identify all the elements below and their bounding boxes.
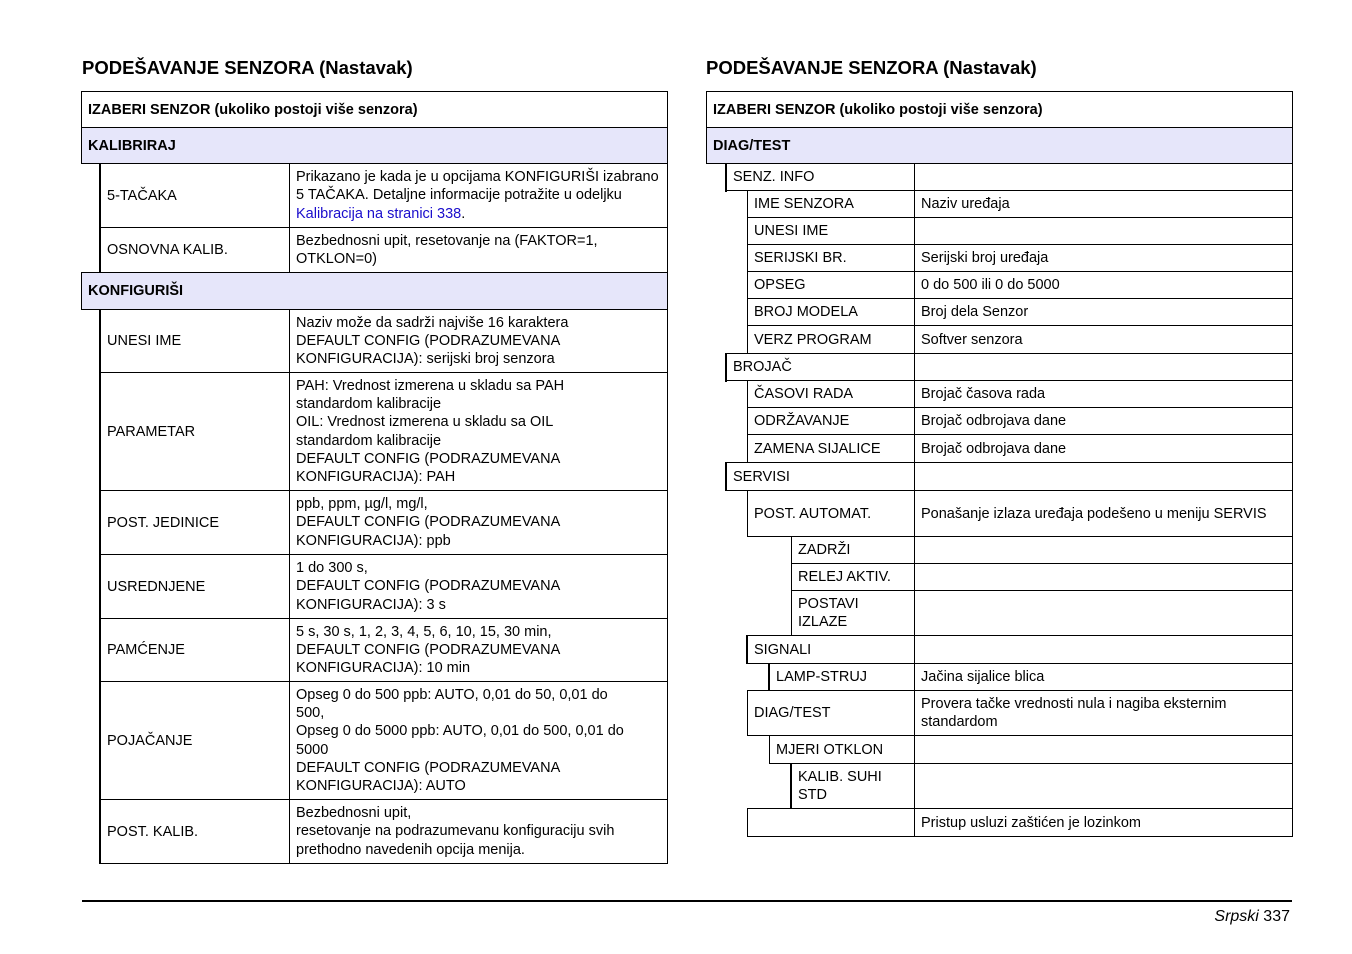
menu-desc-servisi (914, 462, 1293, 491)
menu-desc-signali (914, 635, 1293, 664)
menu-desc-parametar (289, 372, 668, 491)
menu-item-relej-aktiv: RELEJ AKTIV. (791, 563, 915, 591)
menu-item-postavi-izlaze: POSTAVI IZLAZE (791, 590, 915, 636)
indent-rule (746, 635, 748, 664)
menu-item-opseg: OPSEG (747, 271, 915, 299)
menu-item-casovi-rada: ČASOVI RADA (747, 380, 915, 408)
menu-item-post-kalib: POST. KALIB. (100, 799, 290, 864)
desc-line: resetovanje na podrazumevanu konfiguraciju svih (296, 823, 615, 840)
menu-item-password-note (747, 808, 915, 837)
menu-desc-verz-program: Softver senzora (914, 325, 1293, 354)
menu-item-post-jedinice: POST. JEDINICE (100, 490, 290, 555)
footer-language: Srpski (1214, 908, 1259, 925)
menu-desc-unesi-ime (289, 309, 668, 373)
desc-line: DEFAULT CONFIG (PODRAZUMEVANA (296, 578, 561, 595)
desc-line: KONFIGURACIJA): 10 min (296, 660, 471, 677)
menu-desc-kalib-suhi-std (914, 763, 1293, 809)
menu-item-mjeri-otklon: MJERI OTKLON (769, 735, 915, 764)
desc-line: DEFAULT CONFIG (PODRAZUMEVANA (296, 759, 561, 776)
desc-line: Bezbednosni upit, resetovanje na (FAKTOR=1, (296, 232, 598, 249)
menu-item-broj-modela: BROJ MODELA (747, 298, 915, 326)
menu-item-kalib-suhi-std: KALIB. SUHI STD (791, 763, 915, 809)
right-select-sensor-header: IZABERI SENZOR (ukoliko postoji više senzora) (706, 91, 1293, 128)
menu-desc-zadrzi (914, 536, 1293, 564)
menu-desc-post-kalib (289, 799, 668, 864)
menu-desc-zamena-sijalice: Brojač odbrojava dane (914, 434, 1293, 463)
desc-line: DEFAULT CONFIG (PODRAZUMEVANA (296, 332, 561, 349)
desc-line: DEFAULT CONFIG (PODRAZUMEVANA (296, 514, 561, 531)
menu-item-diag-test-sub: DIAG/TEST (747, 690, 915, 736)
desc-line: Naziv može da sadrži najviše 16 karaktera (296, 314, 569, 331)
desc-line: Bezbednosni upit, (296, 805, 412, 822)
menu-item-ime-senzora: IME SENZORA (747, 190, 915, 218)
footer-rule (82, 900, 1292, 902)
desc-line: standardom kalibracije (296, 396, 442, 413)
desc-line: DEFAULT CONFIG (PODRAZUMEVANA (296, 450, 561, 467)
menu-desc-5-tacaka (289, 163, 668, 228)
desc-line: KONFIGURACIJA): PAH (296, 468, 456, 485)
menu-desc-opseg: 0 do 500 ili 0 do 5000 (914, 271, 1293, 299)
page-footer (1214, 908, 1290, 926)
desc-line: OTKLON=0) (296, 251, 377, 267)
menu-item-5-tacaka: 5-TAČAKA (100, 163, 290, 228)
menu-desc-casovi-rada: Brojač časova rada (914, 380, 1293, 408)
desc-line: OIL: Vrednost izmerena u skladu sa OIL (296, 414, 554, 431)
menu-item-pamcenje: PAMĆENJE (100, 618, 290, 682)
menu-item-unesi-ime: UNESI IME (100, 309, 290, 373)
menu-desc-relej-aktiv (914, 563, 1293, 591)
desc-line: 5 s, 30 s, 1, 2, 3, 4, 5, 6, 10, 15, 30 min, (296, 623, 552, 640)
desc-line: 1 do 300 s, (296, 560, 368, 577)
menu-desc-post-jedinice (289, 490, 668, 555)
calibration-page-link[interactable]: Kalibracija na stranici 338 (296, 205, 462, 222)
menu-desc-brojac (914, 353, 1293, 381)
right-section-diag-test: DIAG/TEST (706, 127, 1293, 164)
left-section-kalibriraj: KALIBRIRAJ (81, 127, 668, 164)
menu-desc-diag-test-sub: Provera tačke vrednosti nula i nagiba eksternim standardom (914, 690, 1293, 736)
desc-line: DEFAULT CONFIG (PODRAZUMEVANA (296, 641, 561, 658)
desc-line: PAH: Vrednost izmerena u skladu sa PAH (296, 377, 565, 394)
indent-rule (790, 763, 792, 809)
desc-text-after-link: . (461, 205, 466, 222)
menu-desc-password-note: Pristup usluzi zaštićen je lozinkom (914, 808, 1293, 837)
menu-item-lamp-struj: LAMP-STRUJ (769, 663, 915, 691)
menu-item-zamena-sijalice: ZAMENA SIJALICE (747, 434, 915, 463)
menu-item-osnovna-kalib: OSNOVNA KALIB. (100, 227, 290, 273)
right-page-title: PODEŠAVANJE SENZORA (Nastavak) (706, 57, 1037, 78)
menu-desc-lamp-struj: Jačina sijalice blica (914, 663, 1293, 691)
menu-desc-mjeri-otklon (914, 735, 1293, 764)
menu-item-pojacanje: POJAČANJE (100, 681, 290, 800)
indent-rule (768, 663, 770, 691)
left-page-title: PODEŠAVANJE SENZORA (Nastavak) (82, 57, 413, 78)
menu-desc-senz-info (914, 163, 1293, 191)
indent-rule (725, 462, 727, 491)
menu-desc-pamcenje (289, 618, 668, 682)
desc-line: standardom kalibracije (296, 432, 442, 449)
desc-line: KONFIGURACIJA): AUTO (296, 777, 466, 794)
desc-line: Opseg 0 do 5000 ppb: AUTO, 0,01 do 500, 0,01 do (296, 723, 624, 740)
menu-desc-usrednjene (289, 554, 668, 619)
menu-desc-osnovna-kalib (289, 227, 668, 273)
desc-line: ppb, ppm, µg/l, mg/l, (296, 496, 428, 513)
menu-desc-broj-modela: Broj dela Senzor (914, 298, 1293, 326)
menu-item-odrzavanje: ODRŽAVANJE (747, 407, 915, 435)
menu-desc-pojacanje (289, 681, 668, 800)
menu-item-senz-info: SENZ. INFO (726, 163, 915, 191)
indent-rule (725, 353, 727, 382)
menu-desc-serijski-br: Serijski broj uređaja (914, 244, 1293, 272)
desc-line: Opseg 0 do 500 ppb: AUTO, 0,01 do 50, 0,01 do (296, 686, 608, 703)
indent-rule (725, 163, 727, 192)
footer-page-number: 337 (1263, 908, 1290, 925)
desc-line: 5000 (296, 741, 329, 758)
desc-line: KONFIGURACIJA): ppb (296, 532, 451, 549)
menu-item-brojac: BROJAČ (726, 353, 915, 381)
left-section-konfigurisi: KONFIGURIŠI (81, 272, 668, 310)
menu-item-servisi: SERVISI (726, 462, 915, 491)
menu-item-usrednjene: USREDNJENE (100, 554, 290, 619)
menu-desc-postavi-izlaze (914, 590, 1293, 636)
desc-line: KONFIGURACIJA): 3 s (296, 596, 446, 613)
menu-desc-post-automat: Ponašanje izlaza uređaja podešeno u meniju SERVIS (914, 490, 1293, 537)
menu-item-unesi-ime-right: UNESI IME (747, 217, 915, 245)
menu-item-zadrzi: ZADRŽI (791, 536, 915, 564)
indent-rule (99, 163, 101, 273)
left-select-sensor-header: IZABERI SENZOR (ukoliko postoji više senzora) (81, 91, 668, 128)
menu-item-parametar: PARAMETAR (100, 372, 290, 491)
desc-line: 500, (296, 705, 325, 722)
indent-rule (99, 309, 101, 864)
desc-line: prethodno navedenih opcija menija. (296, 841, 525, 858)
menu-desc-ime-senzora: Naziv uređaja (914, 190, 1293, 218)
desc-text-before-link: Prikazano je kada je u opcijama KONFIGURIŠI izabrano 5 TAČAKA. Detaljne informacije potražite u odeljku (296, 169, 659, 204)
menu-item-signali: SIGNALI (747, 635, 915, 664)
menu-item-serijski-br: SERIJSKI BR. (747, 244, 915, 272)
menu-item-post-automat: POST. AUTOMAT. (747, 490, 915, 537)
menu-desc-unesi-ime-right (914, 217, 1293, 245)
menu-desc-odrzavanje: Brojač odbrojava dane (914, 407, 1293, 435)
menu-item-verz-program: VERZ PROGRAM (747, 325, 915, 354)
desc-line: KONFIGURACIJA): serijski broj senzora (296, 351, 555, 368)
